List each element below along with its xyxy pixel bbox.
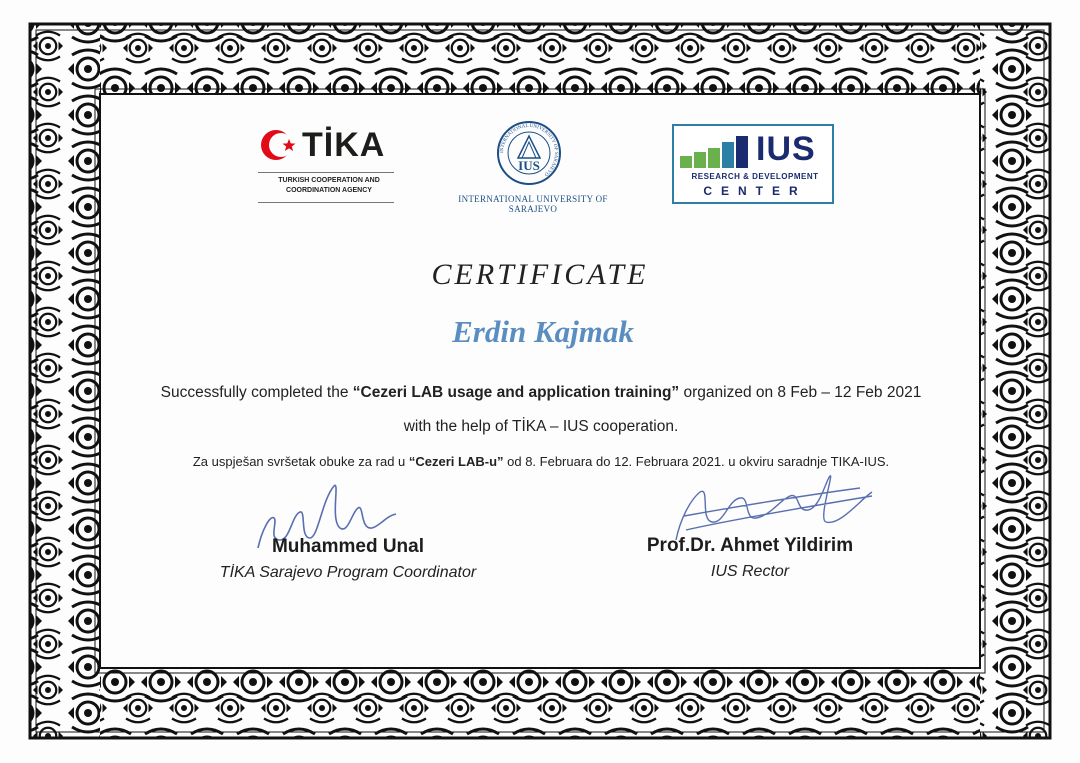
certificate-title: CERTIFICATE	[431, 258, 649, 291]
svg-text:INTERNATIONAL UNIVERSITY OF SA: INTERNATIONAL UNIVERSITY OF SARAJEVO	[499, 123, 559, 177]
local-prefix: Za uspješan svršetak obuke za rad u	[192, 454, 409, 469]
rd-wordmark: IUS	[756, 130, 816, 168]
signature-right	[676, 476, 872, 540]
tika-subtitle-line2: COORDINATION AGENCY	[286, 187, 372, 194]
statement-suffix: organized on 8 Feb – 12 Feb 2021	[679, 384, 922, 401]
cooperation-statement: with the help of TİKA – IUS cooperation.	[403, 418, 679, 435]
tika-subtitle-line1: TURKISH COOPERATION AND	[278, 177, 380, 184]
signatory-role-left: TİKA Sarajevo Program Coordinator	[219, 564, 477, 581]
signatory-role-right: IUS Rector	[710, 563, 790, 580]
signatory-name-left: Muhammed Unal	[271, 536, 425, 557]
local-suffix: od 8. Februara do 12. Februara 2021. u okviru saradnje TIKA-IUS.	[503, 454, 890, 469]
local-training-name: “Cezeri LAB-u”	[408, 454, 504, 469]
training-name: “Cezeri LAB usage and application training”	[352, 384, 680, 401]
recipient-name: Erdin Kajmak	[452, 314, 634, 349]
tika-wordmark: TİKA	[302, 125, 386, 164]
svg-text:IUS: IUS	[518, 158, 540, 173]
rd-line1: RESEARCH & DEVELOPMENT	[691, 172, 819, 181]
signatory-name-right: Prof.Dr. Ahmet Yildirim	[646, 535, 854, 556]
rd-line2: CENTER	[703, 184, 807, 198]
ius-caption: INTERNATIONAL UNIVERSITY OF SARAJEVO	[458, 194, 608, 214]
statement-prefix: Successfully completed the	[160, 384, 353, 401]
